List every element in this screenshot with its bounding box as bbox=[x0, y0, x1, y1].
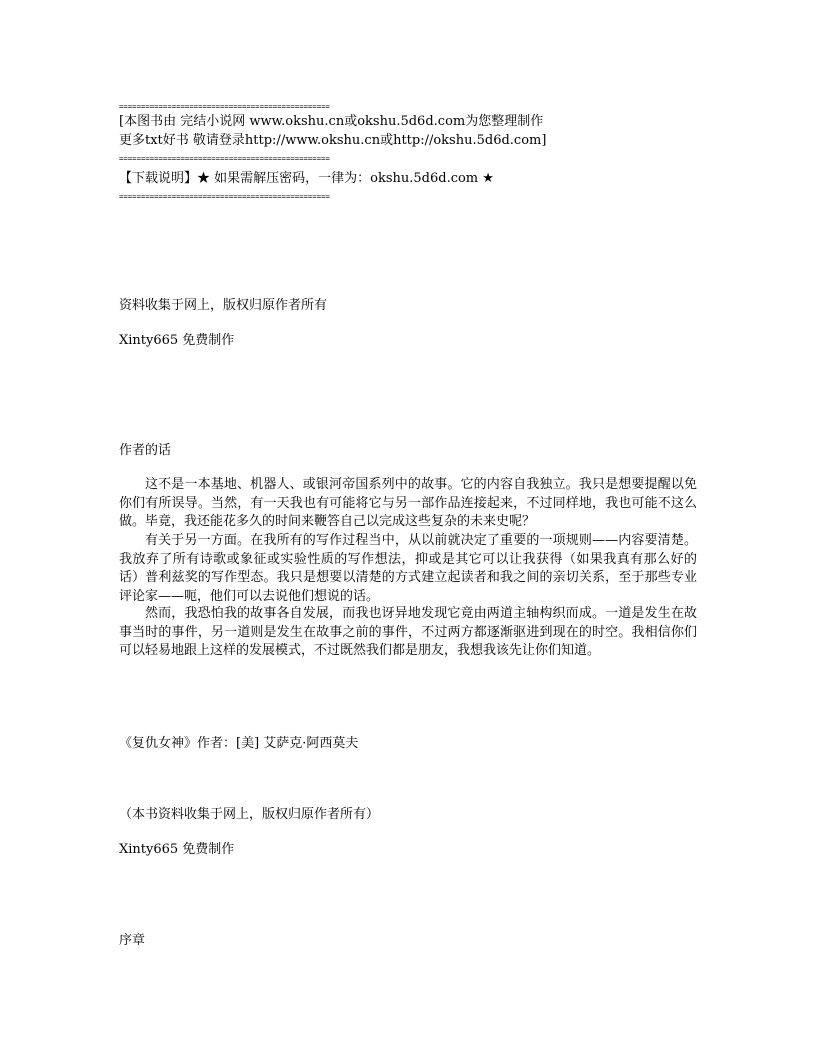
separator-rule: ================================================ bbox=[119, 102, 330, 111]
separator-rule: ================================================ bbox=[119, 154, 330, 163]
header-line-2: 更多txt好书 敬请登录http://www.okshu.cn或http://okshu.5d6d.com] bbox=[119, 133, 547, 148]
book-title-line: 《复仇女神》作者：[美] 艾萨克·阿西莫夫 bbox=[119, 736, 359, 751]
header-line-1: [本图书由 完结小说网 www.okshu.cn或okshu.5d6d.com为您整理制作 bbox=[119, 114, 544, 129]
copyright-notice: 资料收集于网上，版权归原作者所有 bbox=[119, 298, 328, 313]
paragraph: 这不是一本基地、机器人、或银河帝国系列中的故事。它的内容自我独立。我只是想要提醒以免你们有所误导。当然，有一天我也有可能将它与另一部作品连接起来，不过同样地，我也可能不这么做。毕竟，我还能花多久的时间来鞭答自己以完成这些复杂的未来史呢？ bbox=[119, 477, 697, 529]
paragraph: 有关于另一方面。在我所有的写作过程当中，从以前就决定了重要的一项规则——内容要清楚。我放弃了所有诗歌或象征或实验性质的写作想法，抑或是其它可以让我获得（如果我真有那么好的话）普利兹奖的写作型态。我只是想要以清楚的方式建立起读者和我之间的亲切关系，至于那些专业评论家——呃，他们可以去说他们想说的话。 bbox=[119, 533, 697, 604]
copyright-notice: （本书资料收集于网上，版权归原作者所有） bbox=[119, 807, 380, 822]
maker-credit: Xinty665 免费制作 bbox=[119, 333, 235, 348]
download-note: 【下载说明】★ 如果需解压密码，一律为：okshu.5d6d.com ★ bbox=[119, 171, 494, 186]
paragraph: 然而，我恐怕我的故事各自发展，而我也讶异地发现它竟由两道主轴构织而成。一道是发生在故事当时的事件，另一道则是发生在故事之前的事件，不过两方都逐渐驱进到现在的时空。我相信你们可以轻易地跟上这样的发展模式，不过既然我们都是朋友，我想我该先让你们知道。 bbox=[119, 606, 697, 658]
chapter-heading: 序章 bbox=[119, 933, 146, 948]
separator-rule: ================================================ bbox=[119, 192, 330, 201]
section-heading: 作者的话 bbox=[119, 443, 172, 458]
maker-credit: Xinty665 免费制作 bbox=[119, 842, 235, 857]
